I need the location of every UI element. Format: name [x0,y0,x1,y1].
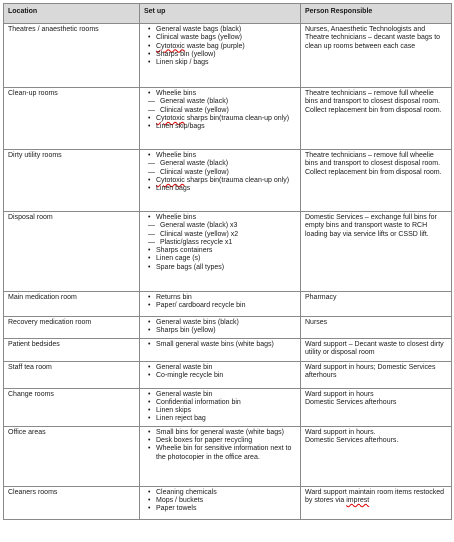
spellcheck-flagged-word: Cytotoxic [156,42,185,50]
setup-cell [140,388,301,426]
setup-item [144,505,296,513]
setup-subitem [144,107,296,115]
setup-list [144,429,296,462]
setup-item-text: General waste bin [156,363,213,371]
responsible-text: Ward support in hours [305,390,374,398]
location-cell: Change rooms [4,388,140,426]
setup-subitem [144,160,296,168]
setup-item [144,391,296,399]
setup-item-text: Desk boxes for paper recycling [156,437,253,445]
setup-item-text: Linen bags [156,185,191,193]
setup-subitem-text: General waste (black) x3 [158,222,238,230]
setup-item [144,399,296,407]
location-cell: Disposal room [4,212,140,292]
setup-item-text: Wheelie bins [156,90,197,97]
setup-subitem [144,169,296,177]
setup-item [144,415,296,423]
responsible-text: Domestic Services – exchange full bins for empty bins and transport waste to RCH loading bay via service lifts or CSSD lift. [305,214,437,238]
setup-item-text: Linen cage (s) [156,255,201,263]
setup-list [144,152,296,193]
table-row [4,212,452,292]
responsible-cell [301,486,452,519]
responsible-text: Nurses, Anaesthetic Technologists and Theatre technicians – decant waste bags to clean up rooms between each case [305,26,441,50]
setup-item-text: Mops / buckets [156,497,204,505]
dash-marker: — [148,98,155,106]
setup-item-text: General waste bin [156,390,213,398]
setup-cell [140,426,301,486]
setup-item [144,34,296,42]
header-location: Location [4,4,140,24]
setup-item-text: Co-mingle recycle bin [156,371,224,379]
setup-item [144,59,296,67]
setup-subitem [144,98,296,106]
setup-subitem-text: Clinical waste (yellow) [158,106,229,114]
setup-item-text: Wheelie bins [156,214,197,221]
setup-item [144,364,296,372]
header-setup: Set up [140,4,301,24]
spellcheck-flagged-word: Cytotoxic [156,176,185,184]
dash-marker: — [148,238,155,246]
responsible-text: Ward support in hours. [305,428,376,436]
setup-cell [140,292,301,317]
setup-item-text: sharps bin(trauma clean-up only) [184,176,290,184]
setup-list [144,391,296,424]
dash-marker: — [148,106,155,114]
setup-subitem-text: Clinical waste (yellow) x2 [158,230,239,238]
responsible-cell [301,292,452,317]
setup-item-text: Sharps bin (yellow) [156,327,216,335]
table-row [4,426,452,486]
setup-item-text: sharps bin(trauma clean-up only) [184,114,290,122]
setup-item-text: General waste bins (black) [156,319,239,326]
setup-item-text: Cleaning chemicals [156,488,217,496]
setup-list [144,214,296,272]
setup-item-text: Linen skips [156,407,192,415]
setup-item-text: General waste bags (black) [156,26,242,33]
table-row [4,150,452,212]
setup-item [144,152,296,160]
responsible-text: Ward support maintain room items restocked by stores via [305,488,445,505]
responsible-cell [301,361,452,388]
location-cell: Patient bedsides [4,338,140,361]
setup-item-text: Paper towels [156,505,197,513]
setup-item-text: Linen skip/bags [156,123,205,131]
setup-item [144,341,296,349]
responsible-cell [301,426,452,486]
responsible-text: Pharmacy [305,294,337,301]
setup-item [144,445,296,462]
setup-item [144,247,296,255]
setup-item [144,327,296,335]
setup-list [144,341,296,349]
setup-subitem [144,222,296,230]
setup-item-text: Clinical waste bags (yellow) [156,34,242,42]
setup-list [144,364,296,381]
responsible-text: Ward support in hours; Domestic Services afterhours [305,363,436,379]
setup-item [144,294,296,302]
setup-subitem [144,239,296,247]
setup-cell [140,88,301,150]
setup-item-text: Returns bin [156,294,192,301]
setup-item-text: Sharps bin (yellow) [156,50,216,58]
setup-item-text: Linen reject bag [156,415,206,423]
setup-subitem-text: Clinical waste (yellow) [158,168,229,176]
table-row [4,24,452,88]
setup-item-text: Confidential information bin [156,398,241,406]
setup-item [144,407,296,415]
setup-cell [140,212,301,292]
waste-management-table [3,3,452,520]
setup-item-text: waste bag (purple) [184,42,245,50]
responsible-text: Theatre technicians – remove full wheelie bins and transport to closest disposal room. Collect replacement bin from disposal room. [305,90,442,114]
setup-subitem-text: Plastic/glass recycle x1 [158,238,233,246]
responsible-text: Domestic Services afterhours [305,398,397,406]
setup-cell [140,361,301,388]
setup-list [144,319,296,336]
location-cell: Recovery medication room [4,317,140,339]
setup-item [144,437,296,445]
setup-item [144,26,296,34]
location-cell: Theatres / anaesthetic rooms [4,24,140,88]
location-cell: Dirty utility rooms [4,150,140,212]
responsible-text: Nurses [305,319,328,326]
setup-item-text: Spare bags (all types) [156,263,225,271]
setup-item-text: Wheelie bin for sensitive information next to the photocopier in the office area. [156,445,292,461]
spellcheck-flagged-word: Cytotoxic [156,114,185,122]
setup-cell [140,486,301,519]
setup-cell [140,24,301,88]
responsible-cell [301,24,452,88]
setup-item [144,264,296,272]
setup-subitem [144,231,296,239]
table-row [4,361,452,388]
location-cell: Cleaners rooms [4,486,140,519]
responsible-cell [301,317,452,339]
responsible-text: Domestic Services afterhours. [305,437,399,445]
location-cell: Clean-up rooms [4,88,140,150]
location-cell: Staff tea room [4,361,140,388]
setup-cell [140,317,301,339]
setup-subitem-text: General waste (black) [158,160,229,168]
setup-item [144,429,296,437]
table-row [4,338,452,361]
setup-item [144,115,296,123]
dash-marker: — [148,222,155,230]
location-cell: Main medication room [4,292,140,317]
setup-item [144,372,296,380]
setup-item [144,497,296,505]
responsible-cell [301,88,452,150]
setup-item [144,185,296,193]
responsible-text: Ward support – Decant waste to closest dirty utility or disposal room [305,340,444,356]
setup-item [144,123,296,131]
setup-item-text: Sharps containers [156,247,213,255]
setup-list [144,26,296,67]
responsible-cell [301,338,452,361]
table-row [4,486,452,519]
setup-list [144,294,296,311]
setup-list [144,489,296,514]
dash-marker: — [148,168,155,176]
dash-marker: — [148,160,155,168]
setup-item-text: Small general waste bins (white bags) [156,340,274,348]
setup-item [144,51,296,59]
header-responsible: Person Responsible [301,4,452,24]
setup-item [144,90,296,98]
table-row [4,388,452,426]
setup-item [144,319,296,327]
setup-item [144,177,296,185]
setup-item [144,214,296,222]
setup-cell [140,338,301,361]
responsible-cell [301,212,452,292]
header-row [4,4,452,24]
setup-item-text: Small bins for general waste (white bags) [156,428,285,436]
location-cell: Office areas [4,426,140,486]
spellcheck-flagged-word: imprest [346,497,370,505]
setup-list [144,90,296,131]
setup-item [144,489,296,497]
setup-cell [140,150,301,212]
setup-item [144,302,296,310]
table-row [4,317,452,339]
dash-marker: — [148,230,155,238]
setup-item-text: Linen skip / bags [156,59,209,67]
setup-item-text: Paper/ cardboard recycle bin [156,302,246,310]
setup-item-text: Wheelie bins [156,152,197,159]
setup-subitem-text: General waste (black) [158,98,229,106]
responsible-cell [301,388,452,426]
responsible-text: Theatre technicians – remove full wheelie bins and transport to closest disposal room. Collect replacement bin from disposal room. [305,152,442,176]
table-row [4,292,452,317]
responsible-cell [301,150,452,212]
table-row [4,88,452,150]
setup-item [144,255,296,263]
setup-item [144,43,296,51]
